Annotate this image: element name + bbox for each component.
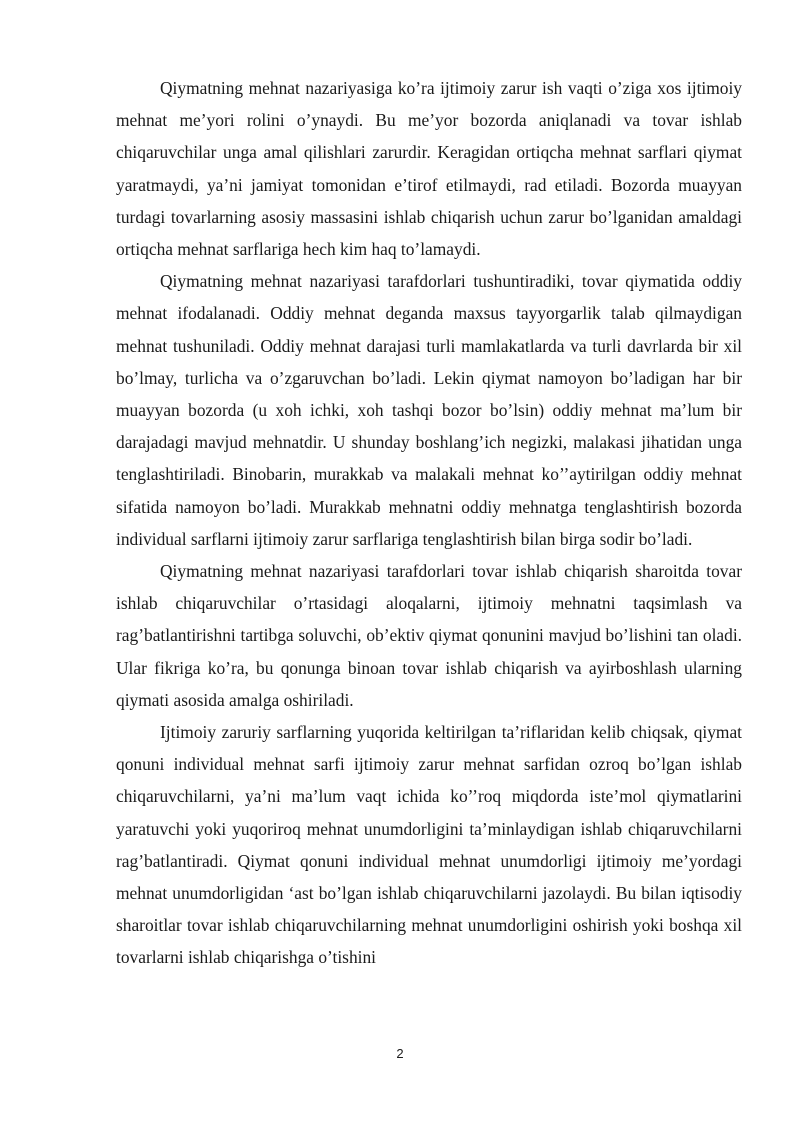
paragraph-1: Qiymatning mehnat nazariyasiga ko’ra ijtimoiy zarur ish vaqti o’ziga xos ijtimoiy mehnat me’yori rolini o’ynaydi. Bu me’yor bozorda aniqlanadi va tovar ishlab chiqaruvchilar unga amal qilishlari zarurdir. Keragidan ortiqcha mehnat sarflari qiymat yaratmaydi, ya’ni jamiyat tomonidan e’tirof etilmaydi, rad etiladi. Bozorda muayyan turdagi tovarlarning asosiy massasini ishlab chiqarish uchun zarur bo’lganidan amaldagi ortiqcha mehnat sarflariga hech kim haq to’lamaydi. bbox=[116, 78, 742, 260]
paragraph-2: Qiymatning mehnat nazariyasi tarafdorlari tushuntiradiki, tovar qiymatida oddiy mehnat ifodalanadi. Oddiy mehnat deganda maxsus tayyorgarlik talab qilmaydigan mehnat tushuniladi. Oddiy mehnat darajasi turli mamlakatlarda va turli davrlarda bir xil bo’lmay, turlicha va o’zgaruvchan bo’ladi. Lekin qiymat namoyon bo’ladigan har bir muayyan bozorda (u xoh ichki, xoh tashqi bozor bo’lsin) oddiy mehnat ma’lum bir darajadagi mavjud mehnatdir. U shunday boshlang’ich negizki, malakasi jihatidan unga tenglashtiriladi. Binobarin, murakkab va malakali mehnat ko’’aytirilgan oddiy mehnat sifatida namoyon bo’ladi. Murakkab mehnatni oddiy mehnatga tenglashtirish bozorda individual sarflarni ijtimoiy zarur sarflariga tenglashtirish bilan birga sodir bo’ladi. bbox=[116, 271, 742, 549]
paragraph-3: Qiymatning mehnat nazariyasi tarafdorlari tovar ishlab chiqarish sharoitda tovar ishlab chiqaruvchilar o’rtasidagi aloqalarni, ijtimoiy mehnatni taqsimlash va rag’batlantirishni tartibga soluvchi, ob’ektiv qiymat qonunini mavjud bo’lishini tan oladi. Ular fikriga ko’ra, bu qonunga binoan tovar ishlab chiqarish va ayirboshlash ularning qiymati asosida amalga oshiriladi. bbox=[116, 561, 742, 710]
page-number: 2 bbox=[396, 1046, 404, 1061]
paragraph-4: Ijtimoiy zaruriy sarflarning yuqorida keltirilgan ta’riflaridan kelib chiqsak, qiymat qonuni individual mehnat sarfi ijtimoiy zarur mehnat sarfidan ozroq bo’lgan ishlab chiqaruvchilarni, ya’ni ma’lum vaqt ichida ko’’roq miqdorda iste’mol qiymatlarini yaratuvchi yoki yuqoriroq mehnat unumdorligini ta’minlaydigan ishlab chiqaruvchilarni rag’batlantiradi. Qiymat qonuni individual mehnat unumdorligi ijtimoiy me’yordagi mehnat unumdorligidan ‘ast bo’lgan ishlab chiqaruvchilarni jazolaydi. Bu bilan iqtisodiy sharoitlar tovar ishlab chiqaruvchilarning mehnat unumdorligini oshirish yoki boshqa xil tovarlarni ishlab chiqarishga o’tishini bbox=[116, 722, 742, 968]
document-body bbox=[116, 72, 742, 974]
